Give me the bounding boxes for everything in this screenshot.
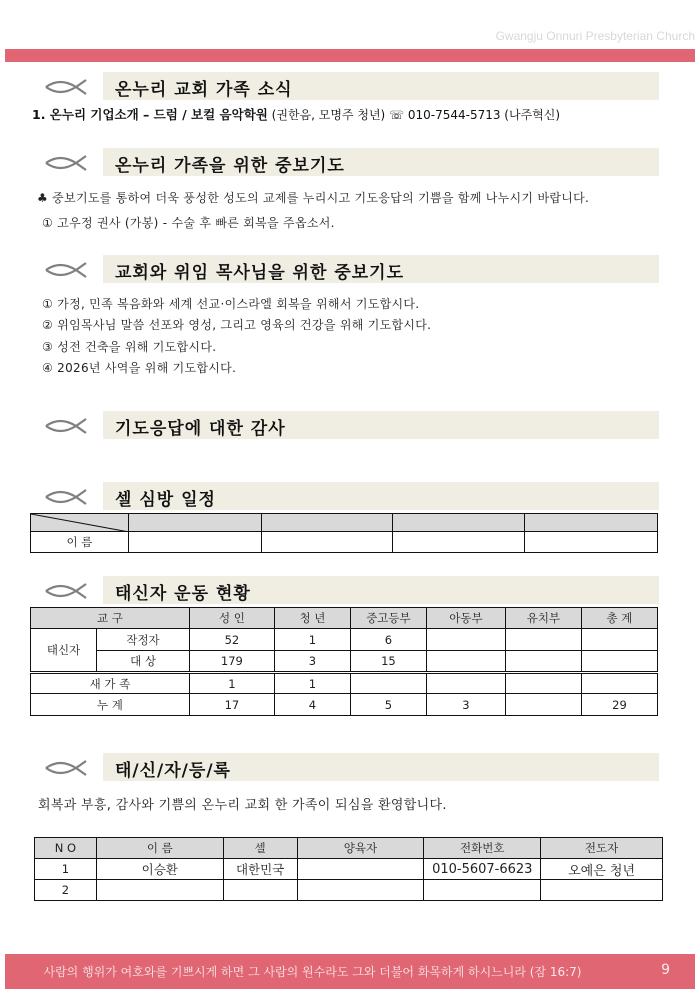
value-cell — [426, 651, 505, 673]
top-accent-bar — [5, 49, 695, 62]
table-row — [31, 694, 658, 716]
col-header: 교 구 — [31, 608, 190, 629]
value-cell — [426, 673, 505, 694]
row-label: 누 계 — [31, 694, 190, 716]
evangelist-cell — [541, 880, 663, 901]
page-number: 9 — [661, 962, 670, 978]
section-registration-header — [40, 753, 660, 781]
family-prayer-item: ① 고우정 권사 (가봉) - 수술 후 빠른 회복을 주옵소서. — [42, 216, 335, 230]
value-cell — [505, 629, 581, 651]
cell-visit-date — [261, 514, 393, 532]
cell-group-cell — [223, 880, 297, 901]
table-row — [31, 651, 658, 673]
value-cell: 3 — [426, 694, 505, 716]
row-label: 작정자 — [97, 629, 190, 651]
value-cell: 4 — [274, 694, 350, 716]
col-header: 총 계 — [581, 608, 657, 629]
section-title-box — [103, 148, 659, 176]
col-header: 전도자 — [541, 838, 663, 859]
col-header: 이 름 — [96, 838, 223, 859]
value-cell: 52 — [189, 629, 274, 651]
family-news-item-1 — [32, 105, 560, 123]
value-cell — [581, 673, 657, 694]
mentor-cell — [297, 859, 424, 880]
footer-verse: 사람의 행위가 여호와를 기쁘시게 하면 그 사람의 원수라도 그와 더불어 화목하게 하시느니라 (잠 16:7) — [43, 965, 582, 979]
family-prayer-intro: ♣ 중보기도를 통하여 더욱 풍성한 성도의 교제를 누리시고 기도응답의 기쁨을 함께 나누시기 바랍니다. — [37, 191, 590, 205]
value-cell — [505, 694, 581, 716]
registration-welcome: 회복과 부흥, 감사와 기쁨의 온누리 교회 한 가족이 되심을 환영합니다. — [38, 798, 447, 813]
table-header-row — [35, 838, 663, 859]
cell-visit-date — [393, 514, 525, 532]
registration-table — [34, 837, 663, 901]
section-family-news-header — [40, 72, 660, 100]
value-cell — [350, 673, 426, 694]
value-cell: 15 — [350, 651, 426, 673]
section-title: 태/신/자/등/록 — [115, 761, 231, 781]
cell-visit-table — [30, 513, 658, 553]
table-row — [31, 673, 658, 694]
row-label: 새 가 족 — [31, 673, 190, 694]
col-header: 셀 — [223, 838, 297, 859]
value-cell — [581, 629, 657, 651]
fish-icon — [44, 154, 90, 172]
section-title-box — [103, 411, 659, 439]
col-header: 전화번호 — [424, 838, 541, 859]
cell-visit-name — [128, 532, 261, 553]
col-header: 성 인 — [189, 608, 274, 629]
col-header: 유치부 — [505, 608, 581, 629]
name-cell: 이승환 — [96, 859, 223, 880]
table-header-row — [31, 514, 658, 532]
col-header: 청 년 — [274, 608, 350, 629]
row-label: 이 름 — [31, 532, 129, 553]
value-cell: 6 — [350, 629, 426, 651]
value-cell: 29 — [581, 694, 657, 716]
table-row — [31, 629, 658, 651]
section-title-box — [103, 255, 659, 283]
section-title-box — [103, 753, 659, 781]
cell-visit-name — [261, 532, 393, 553]
section-title: 기도응답에 대한 감사 — [115, 419, 286, 439]
name-cell — [96, 880, 223, 901]
table-row — [35, 859, 663, 880]
section-church-prayer-header — [40, 255, 660, 283]
col-header: N O — [35, 838, 97, 859]
value-cell: 179 — [189, 651, 274, 673]
table-row — [35, 880, 663, 901]
col-header: 아동부 — [426, 608, 505, 629]
section-title: 온누리 가족을 위한 중보기도 — [115, 156, 345, 176]
value-cell — [505, 673, 581, 694]
value-cell — [426, 629, 505, 651]
col-header: 양육자 — [297, 838, 424, 859]
section-title: 셀 심방 일정 — [115, 490, 216, 510]
evangelist-cell: 오예은 청년 — [541, 859, 663, 880]
section-family-prayer-header — [40, 148, 660, 176]
family-news-item-detail: (권한음, 모명주 청년) ☏ 010-7544-5713 (나주혁신) — [267, 108, 561, 122]
church-prayer-item: ③ 성전 건축을 위해 기도합시다. — [42, 340, 217, 354]
diagonal-corner-cell — [31, 514, 129, 532]
value-cell: 5 — [350, 694, 426, 716]
church-prayer-item: ④ 2026년 사역을 위해 기도합시다. — [42, 361, 237, 375]
phone-cell — [424, 880, 541, 901]
section-title: 태신자 운동 현황 — [115, 584, 251, 604]
group-label: 태신자 — [31, 629, 97, 673]
value-cell: 17 — [189, 694, 274, 716]
cell-visit-name — [393, 532, 525, 553]
section-title-box — [103, 482, 659, 510]
church-prayer-item: ② 위임목사님 말씀 선포와 영성, 그리고 영육의 건강을 위해 기도합시다. — [42, 318, 432, 332]
section-taesinja-status-header — [40, 576, 660, 604]
phone-cell: 010-5607-6623 — [424, 859, 541, 880]
family-news-item-title: 1. 온누리 기업소개 – 드럼 / 보컬 음악학원 — [32, 107, 268, 122]
footer-bar — [5, 954, 695, 989]
col-header: 중고등부 — [350, 608, 426, 629]
table-header-row — [31, 608, 658, 629]
value-cell — [505, 651, 581, 673]
section-title: 온누리 교회 가족 소식 — [115, 80, 293, 100]
row-label: 대 상 — [97, 651, 190, 673]
value-cell: 1 — [274, 629, 350, 651]
value-cell: 3 — [274, 651, 350, 673]
fish-icon — [44, 759, 90, 777]
fish-icon — [44, 417, 90, 435]
value-cell: 1 — [274, 673, 350, 694]
section-title: 교회와 위임 목사님을 위한 중보기도 — [115, 263, 405, 283]
value-cell: 1 — [189, 673, 274, 694]
church-name-header: Gwangju Onnuri Presbyterian Church — [495, 29, 695, 43]
section-title-box — [103, 576, 659, 604]
table-row — [31, 532, 658, 553]
cell-visit-name — [525, 532, 658, 553]
fish-icon — [44, 78, 90, 96]
section-title-box — [103, 72, 659, 100]
fish-icon — [44, 488, 90, 506]
fish-icon — [44, 261, 90, 279]
section-cell-visit-header — [40, 482, 660, 510]
no-cell: 2 — [35, 880, 97, 901]
no-cell: 1 — [35, 859, 97, 880]
church-prayer-item: ① 가정, 민족 복음화와 세계 선교·이스라엘 회복을 위해서 기도합시다. — [42, 297, 420, 311]
fish-icon — [44, 582, 90, 600]
cell-group-cell: 대한민국 — [223, 859, 297, 880]
taesinja-status-table — [30, 607, 658, 716]
cell-visit-date — [525, 514, 658, 532]
value-cell — [581, 651, 657, 673]
cell-visit-date — [128, 514, 261, 532]
section-thanks-header — [40, 411, 660, 439]
mentor-cell — [297, 880, 424, 901]
